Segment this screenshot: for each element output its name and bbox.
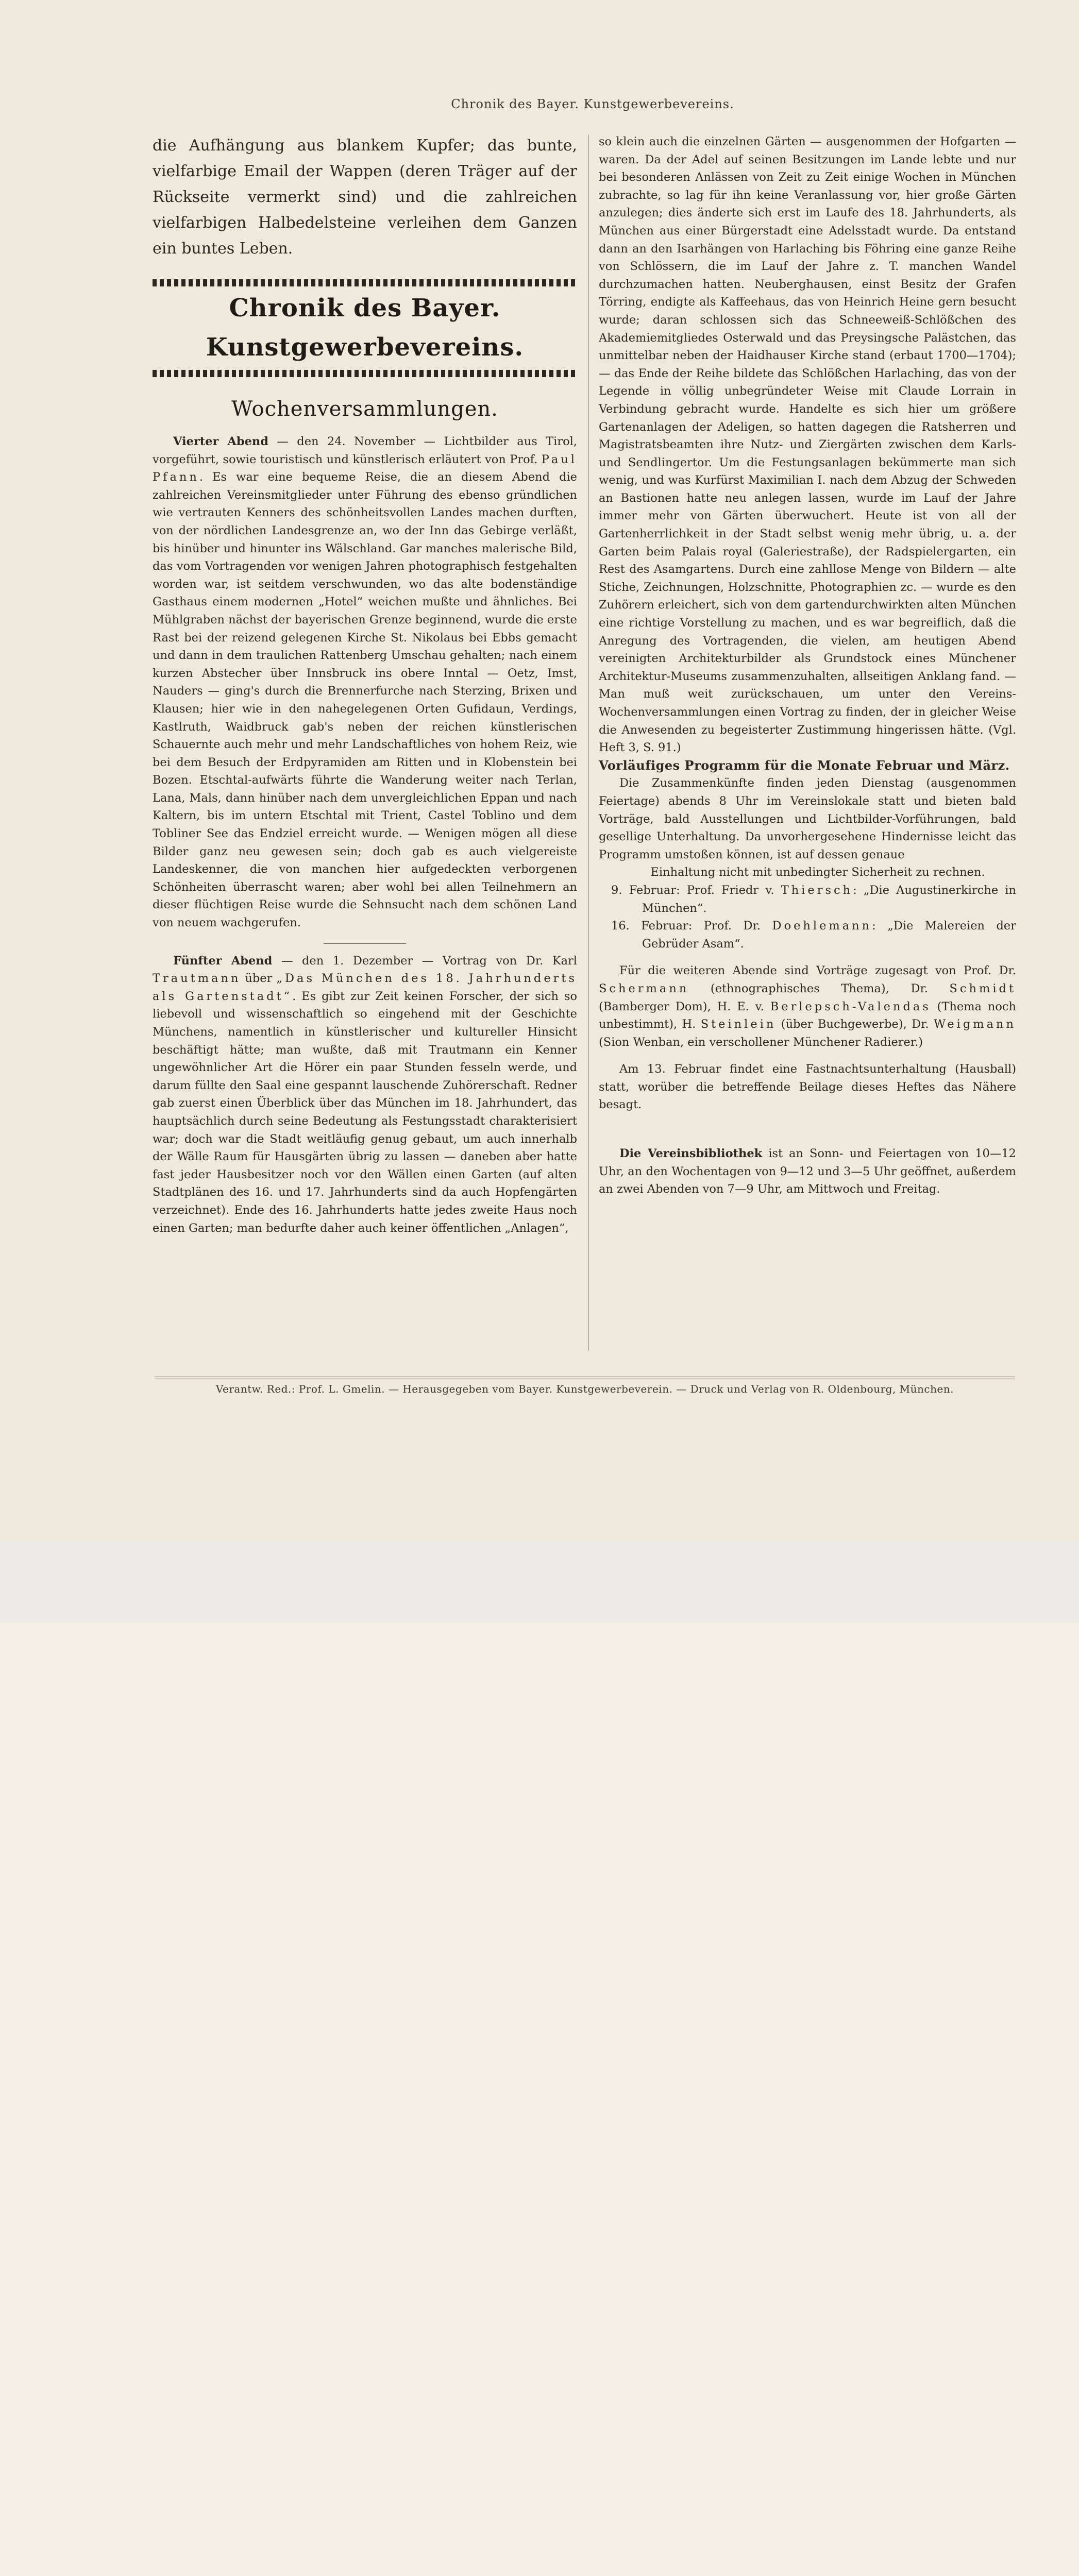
event-speaker: Doehlemann bbox=[772, 919, 872, 933]
library-paragraph bbox=[599, 1145, 1016, 1198]
program-event-1 bbox=[599, 882, 1016, 917]
speaker-name: Berlepsch-Valendas bbox=[770, 999, 931, 1013]
lecture-title: „Das München des 18. Jahrhunderts als Gartenstadt“ bbox=[153, 972, 577, 1003]
event-title: : „Die Augustinerkirche in München“. bbox=[642, 883, 1016, 915]
program-intro-text: Die Zusammenkünfte finden jeden Dienstag (ausgenommen Feiertage) abends 8 Uhr im Vereinslokale statt und bieten bald Vorträge, bald Ausstellungen und Lichtbilder-Vorführungen, bald gesellige Unterhaltung. Da unvorhergesehene Hindernisse leicht das Programm umstoßen können, ist auf dessen genaue bbox=[599, 776, 1016, 861]
further-lectures-text: (Thema noch unbestimmt), H. bbox=[599, 999, 1017, 1031]
section-heading: Wochenversammlungen. bbox=[231, 397, 498, 421]
event-speaker: Thiersch bbox=[781, 883, 853, 897]
ornament-rule-top bbox=[153, 279, 577, 286]
digitization-footer bbox=[0, 1540, 1079, 1623]
imprint-line: Verantw. Red.: Prof. L. Gmelin. — Herausgegeben vom Bayer. Kunstgewerbeverein. — Druck und Verlag von R. Oldenbourg, München. bbox=[215, 1383, 954, 1395]
event-date: 9. Februar: bbox=[611, 883, 687, 897]
speaker-name: Schmidt bbox=[949, 981, 1016, 995]
chronicle-title: Chronik des Bayer. Kunstgewerbevereins. bbox=[206, 294, 524, 362]
program-intro bbox=[599, 774, 1016, 882]
further-lectures-paragraph bbox=[599, 962, 1016, 1051]
left-column bbox=[153, 133, 577, 1237]
event-title: : „Die Malereien der Gebrüder Asam“. bbox=[642, 919, 1016, 951]
intro-paragraph: die Aufhängung aus blankem Kupfer; das bunte, vielfarbige Email der Wappen (deren Träger auf der Rückseite vermerkt sind) und die zahlreichen vielfarbigen Halbedelsteine verleihen dem Ganzen ein buntes Leben. bbox=[153, 137, 577, 258]
fifth-evening-text-c: . Es gibt zur Zeit keinen Forscher, der sich so liebevoll und wissenschaftlich so eingehend mit der Geschichte Münchens, namentlich in künstlerischer und kultureller Hinsicht beschäftigt hätte; man wußte, daß mit Trautmann ein Kenner ungewöhnlicher Art die Hörer ein paar Stunden fesseln werde, und darum füllte den Saal eine gespannt lauschende Zuhörerschaft. Redner gab zuerst einen Überblick über das München im 18. Jahrhundert, das hauptsächlich durch seine Bedeutung als Festungsstadt charakterisiert war; doch war die Stadt weitläufig genug gebaut, um auch innerhalb der Wälle Raum für Hausgärten übrig zu lassen — daneben aber hatte fast jeder Hausbesitzer noch vor den Wällen einen Garten (auf alten Stadtplänen des 16. und 17. Jahrhunderts sind da auch Hopfengärten verzeichnet). Ende des 16. Jahrhunderts hatte jedes zweite Haus noch einen Garten; man bedurfte daher auch keiner öffentlichen „Anlagen“, bbox=[153, 989, 577, 1235]
further-lectures-text: Für die weiteren Abende sind Vorträge zugesagt von Prof. Dr. bbox=[619, 964, 1016, 978]
speaker-name: Schermann bbox=[599, 981, 689, 995]
fifth-evening-text-b: über bbox=[241, 972, 277, 986]
program-heading: Vorläufiges Programm für die Monate Februar und März. bbox=[599, 757, 1010, 773]
fourth-evening-lead: Vierter Abend bbox=[173, 435, 269, 448]
fourth-evening-text-b: . Es war eine bequeme Reise, die an diesem Abend die zahlreichen Vereinsmitglieder unter Führung des ebenso gründlichen wie vertrauten Kenners des schönheitsvollen Landes machen durften, von der nördlichen Landesgrenze an, wo der Inn das Gebirge verläßt, bis hinüber und hinunter ins Wälschland. Gar manches malerische Bild, das vom Vortragenden vor wenigen Jahren photographisch festgehalten worden war, ist seitdem verschwunden, wo das alte bodenständige Gasthaus einem modernen „Hotel“ weichen mußte und ähnliches. Bei Mühlgraben nächst der bayerischen Grenze beginnend, wurde die erste Rast bei der reizend gelegenen Kirche St. Nikolaus bei Ebbs gemacht und dann in dem traulichen Rattenberg Umschau gehalten; nach einem kurzen Abstecher über Innsbruck ins obere Inntal — Oetz, Imst, Nauders — ging's durch die Brennerfurche nach Sterzing, Brixen und Klausen; hier wie in den nahegelegenen Orten Gufidaun, Verdings, Kastlruth, Waidbruck gab's neben der reichen künstlerischen Schauernte auch mehr und mehr Landschaftliches von hohem Reiz, wie bei dem Besuch der Erdpyramiden am Ritten und in Klobenstein bei Bozen. Etschtal-aufwärts führte die Wanderung weiter nach Terlan, Lana, Mals, dann hinüber nach dem unvergleichlichen Eppan und nach Kaltern, bis im untern Etschtal mit Trient, Castel Toblino und dem Tobliner See das Endziel erreicht wurde. — Wenigen mögen all diese Bilder ganz neu gewesen sein; doch gab es auch vielgereiste Landeskenner, die von manchen hier aufgedeckten verborgenen Schönheiten überrascht waren; aber wohl bei allen Teilnehmern an dieser flüchtigen Reise wurde die Sehnsucht nach dem schönen Land von neuem wachgerufen. bbox=[153, 470, 577, 930]
further-lectures-text: (ethnographisches Thema), Dr. bbox=[689, 981, 950, 995]
program-intro-last-line: Einhaltung nicht mit unbedingter Sicherheit zu rechnen. bbox=[650, 866, 985, 879]
continuation-paragraph: so klein auch die einzelnen Gärten — ausgenommen der Hofgarten — waren. Da der Adel auf seinen Besitzungen im Lande lebte und nur bei besonderen Anlässen von Zeit zu Zeit einige Wochen in München zubrachte, so lag für ihn keine Veranlassung vor, hier große Gärten anzulegen; dies änderte sich erst im Laufe des 18. Jahrhunderts, als München aus einer Bürgerstadt eine Adelsstadt wurde. Da entstand dann an den Isarhängen von Harlaching bis Föhring eine ganze Reihe von Schlössern, die im Lauf der Jahre z. T. manchen Wandel durchzumachen hatten. Neuberghausen, einst Besitz der Grafen Törring, endigte als Kaffeehaus, das von Heinrich Heine gern besucht wurde; daran schlossen sich das Schneeweiß-Schlößchen des Akademiemitgliedes Osterwald und das Preysingsche Palästchen, das unmittelbar neben der Haidhauser Kirche stand (erbaut 1700—1704); — das Ende der Reihe bildete das Schlößchen Harlaching, das von der Legende in völlig unbegründeter Weise mit Claude Lorrain in Verbindung gebracht wurde. Handelte es sich hier um größere Gartenanlagen der Adeligen, so hatten dagegen die Ratsherren und Magistratsbeamten ihre Nutz- und Ziergärten zwischen dem Karls- und Sendlingertor. Um die Festungsanlagen bekümmerte man sich wenig, und was Kurfürst Maximilian I. nach dem Abzug der Schweden an Bastionen hatte neu anlegen lassen, wurde im Lauf der Jahre immer mehr von Gärten überwuchert. Heute ist von all der Gartenherrlichkeit in der Stadt selbst wenig mehr übrig, u. a. der Garten beim Palais royal (Galeriestraße), der Radspielergarten, ein Rest des Asamgartens. Durch eine zahllose Menge von Bildern — alte Stiche, Zeichnungen, Holzschnitte, Photographien zc. — wurde es den Zuhörern erleichert, sich von dem gartendurchwirkten alten München eine richtige Vorstellung zu machen, und es war begreiflich, daß die Anregung des Vortragenden, die vielen, am heutigen Abend vereinigten Architekturbilder als Grundstock eines Münchener Architektur-Museums zusammenzuhalten, allseitigen Anklang fand. — Man muß weit zurückschauen, um unter den Vereins-Wochenversammlungen einen Vortrag zu finden, der in gleicher Weise die Anwesenden zu begeisterter Zustimmung hingerissen hätte. (Vgl. Heft 3, S. 91.) bbox=[599, 135, 1016, 755]
event-date: 16. Februar: bbox=[611, 919, 704, 933]
running-head: Chronik des Bayer. Kunstgewerbevereins. bbox=[451, 97, 734, 111]
further-lectures-text: (Sion Wenban, ein verschollener Münchener Radierer.) bbox=[599, 1035, 923, 1049]
carnival-paragraph: Am 13. Februar findet eine Fastnachtsunterhaltung (Hausball) statt, worüber die betreffende Beilage dieses Heftes das Nähere besagt. bbox=[599, 1062, 1016, 1112]
ornament-rule-bottom bbox=[153, 370, 577, 377]
event-text: Prof. Friedr v. bbox=[686, 883, 781, 897]
fourth-evening-paragraph bbox=[153, 433, 577, 932]
fifth-evening-lead: Fünfter Abend bbox=[173, 954, 273, 968]
right-column bbox=[599, 133, 1016, 1198]
speaker-name: Weigmann bbox=[934, 1018, 1016, 1031]
program-event-2 bbox=[599, 917, 1016, 953]
speaker-name: Steinlein bbox=[700, 1018, 777, 1031]
section-divider bbox=[324, 943, 406, 944]
speaker-name-trautmann: Trautmann bbox=[153, 972, 241, 986]
library-text: ist an Sonn- und Feiertagen von 10—12 Uhr, an den Wochentagen von 9—12 und 3—5 Uhr geöffnet, außerdem an zwei Abenden von 7—9 Uhr, am Mittwoch und Freitag. bbox=[599, 1147, 1016, 1196]
fifth-evening-text-a: — den 1. Dezember — Vortrag von Dr. Karl bbox=[272, 954, 577, 968]
library-lead: Die Vereinsbibliothek bbox=[619, 1147, 763, 1161]
further-lectures-text: (über Buchgewerbe), Dr. bbox=[776, 1018, 934, 1031]
further-lectures-text: (Bamberger Dom), H. E. v. bbox=[599, 999, 770, 1013]
fourth-evening-text-a: — den 24. November — Lichtbilder aus Tirol, vorgeführt, sowie touristisch und künstlerisch erläutert von Prof. bbox=[153, 435, 578, 466]
event-text: Prof. Dr. bbox=[703, 919, 772, 933]
speaker-name-pfann: Paul Pfann bbox=[153, 452, 577, 484]
fifth-evening-paragraph bbox=[153, 952, 577, 1238]
footer-rule bbox=[155, 1377, 1015, 1379]
